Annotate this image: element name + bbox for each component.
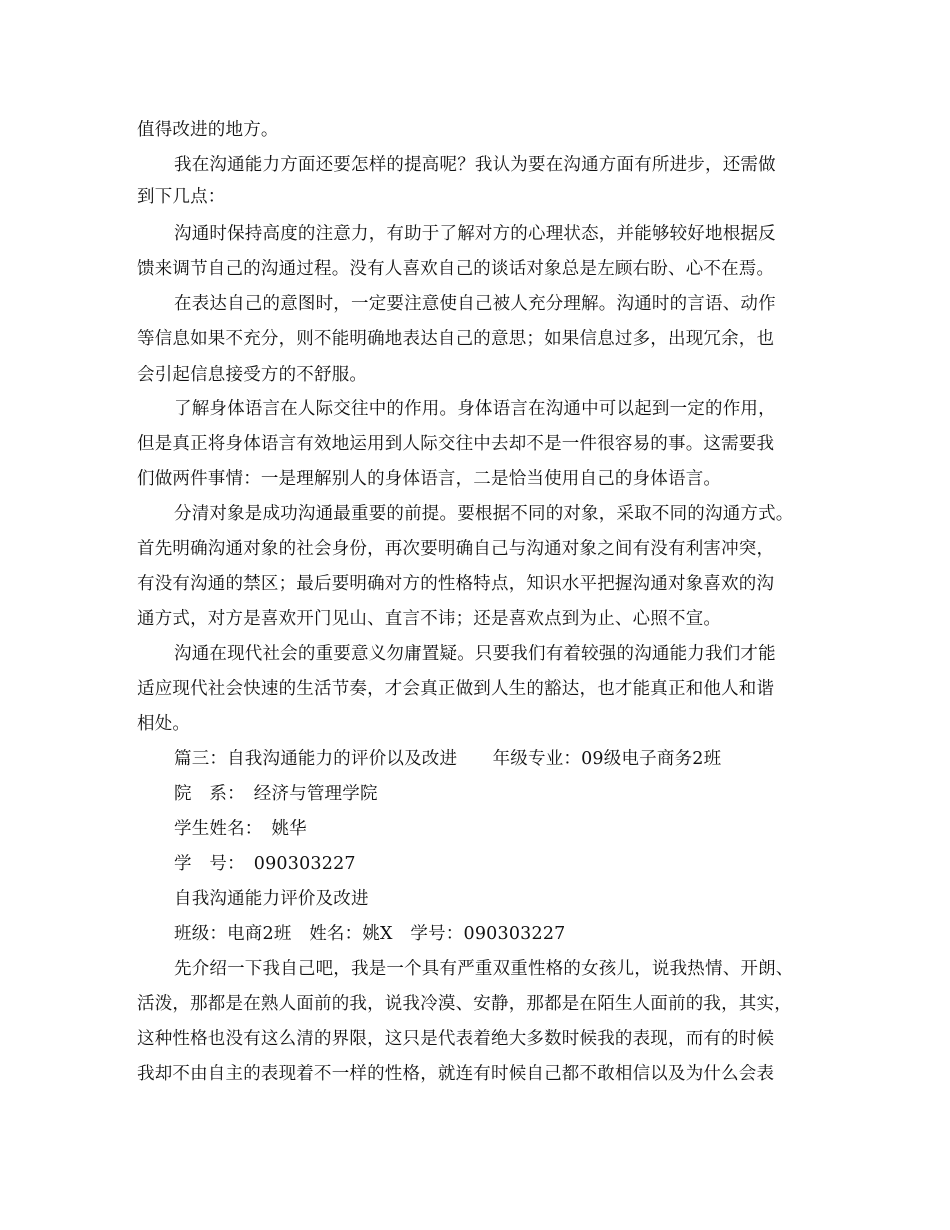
text-line: 沟通在现代社会的重要意义勿庸置疑。只要我们有着较强的沟通能力我们才能 [174,644,776,664]
text-line: 沟通时保持高度的注意力，有助于了解对方的心理状态，并能够较好地根据反 [174,224,776,244]
section-heading: 篇三：自我沟通能力的评价以及改进 年级专业：09级电子商务2班 [174,749,722,769]
class-info-line: 班级：电商2班 姓名：姚X 学号：090303227 [174,924,566,944]
text-line: 值得改进的地方。 [137,120,279,140]
student-name-line: 学生姓名： 姚华 [174,819,307,839]
text-line: 会引起信息接受方的不舒服。 [137,365,368,385]
text-line: 等信息如果不充分，则不能明确地表达自己的意思；如果信息过多，出现冗余，也 [137,329,775,349]
text-line: 活泼，那都是在熟人面前的我，说我冷漠、安静，那都是在陌生人面前的我，其实， [137,994,792,1014]
text-line: 馈来调节自己的沟通过程。没有人喜欢自己的谈话对象总是左顾右盼、心不在焉。 [137,259,775,279]
text-line: 这种性格也没有这么清的界限，这只是代表着绝大多数时候我的表现，而有的时候 [137,1029,775,1049]
text-line: 在表达自己的意图时，一定要注意使自己被人充分理解。沟通时的言语、动作 [174,294,776,314]
text-line: 了解身体语言在人际交往中的作用。身体语言在沟通中可以起到一定的作用， [174,399,776,419]
text-line: 到下几点： [137,187,226,207]
text-line: 我却不由自主的表现着不一样的性格，就连有时候自己都不敢相信以及为什么会表 [137,1064,775,1084]
text-line: 先介绍一下我自己吧，我是一个具有严重双重性格的女孩儿，说我热情、开朗、 [174,959,794,979]
text-line: 适应现代社会快速的生活节奏，才会真正做到人生的豁达，也才能真正和他人和谐 [137,679,775,699]
essay-title: 自我沟通能力评价及改进 [174,889,369,909]
text-line: 有没有沟通的禁区；最后要明确对方的性格特点，知识水平把握沟通对象喜欢的沟 [137,574,775,594]
text-line: 们做两件事情：一是理解别人的身体语言，二是恰当使用自己的身体语言。 [137,469,722,489]
text-line: 我在沟通能力方面还要怎样的提高呢？我认为要在沟通方面有所进步，还需做 [174,155,776,175]
text-line: 分清对象是成功沟通最重要的前提。要根据不同的对象，采取不同的沟通方式。 [174,504,794,524]
text-line: 但是真正将身体语言有效地运用到人际交往中去却不是一件很容易的事。这需要我 [137,434,775,454]
text-line: 相处。 [137,714,191,734]
department-line: 院 系： 经济与管理学院 [174,784,378,804]
student-id-line: 学 号： 090303227 [174,854,356,874]
text-line: 首先明确沟通对象的社会身份，再次要明确自己与沟通对象之间有没有利害冲突， [137,539,775,559]
text-line: 通方式，对方是喜欢开门见山、直言不讳；还是喜欢点到为止、心照不宣。 [137,609,722,629]
